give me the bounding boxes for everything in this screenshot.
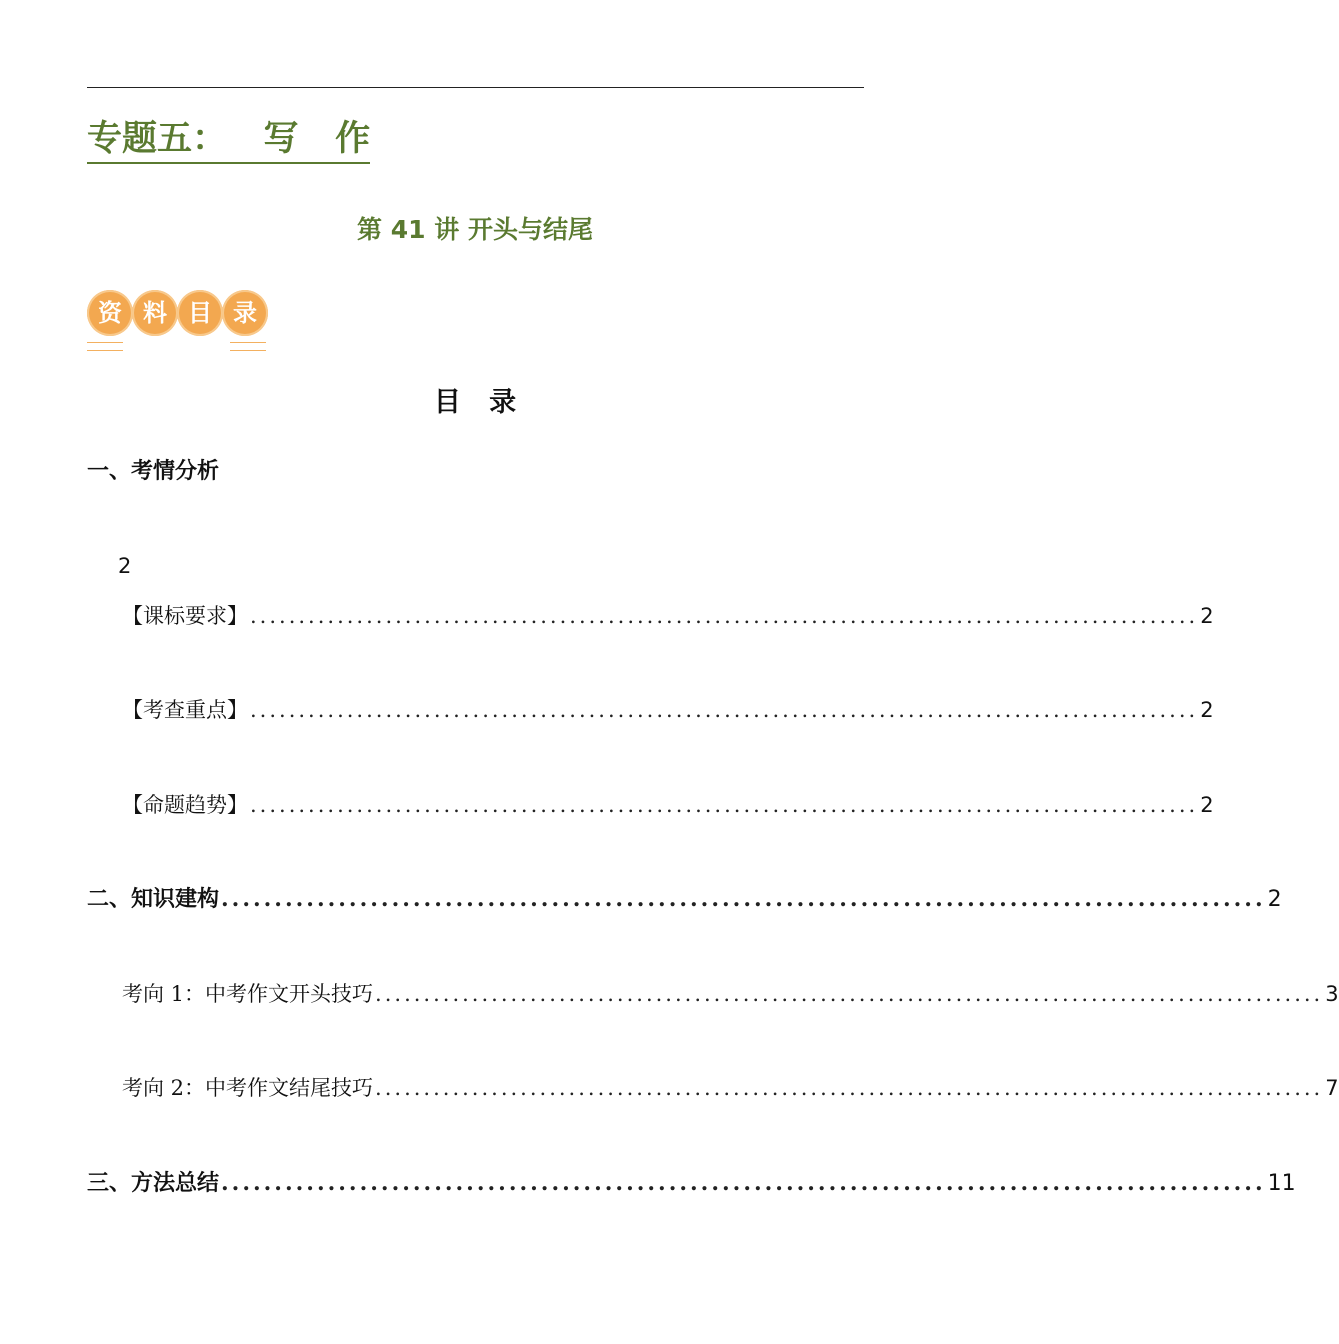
toc-page-number: 2 — [1200, 604, 1214, 628]
toc-leader-dots: .................................................................................................. — [221, 1170, 1266, 1196]
lecture-title: 第 41 讲 开头与结尾 — [357, 215, 593, 244]
toc-section-1-page: 2 — [118, 554, 132, 578]
toc-leader-dots: .................................................................................................. — [221, 886, 1266, 912]
badge-char: 录 — [222, 290, 268, 336]
toc-item-label: 【命题趋势】 — [122, 793, 248, 817]
toc-leader-dots: .................................................................................................. — [250, 698, 1199, 722]
toc-item-label: 【课标要求】 — [122, 604, 248, 628]
toc-page-number: 2 — [1267, 887, 1282, 912]
header-rule — [87, 87, 864, 88]
toc-item[interactable] — [122, 695, 1214, 725]
toc-item[interactable] — [122, 601, 1214, 631]
toc-leader-dots: .................................................................................................. — [375, 982, 1324, 1006]
topic-title: 专题五： 写 作 — [87, 118, 370, 164]
toc-item-label: 考向 1：中考作文开头技巧 — [122, 982, 374, 1006]
toc-page-number: 2 — [1200, 698, 1214, 722]
toc-page-number: 11 — [1267, 1171, 1296, 1196]
badge-underline-left — [87, 342, 123, 351]
toc-section-label: 二、知识建构 — [87, 886, 220, 912]
toc-section-3[interactable] — [87, 1168, 1296, 1199]
toc-leader-dots: .................................................................................................. — [375, 1076, 1324, 1100]
badge-char: 目 — [177, 290, 223, 336]
toc-section-1[interactable] — [87, 456, 864, 486]
toc-sub-item[interactable] — [122, 1073, 1339, 1103]
toc-page-number: 2 — [1200, 793, 1214, 817]
toc-item[interactable] — [122, 790, 1214, 820]
toc-section-label: 三、方法总结 — [87, 1170, 220, 1196]
badge-underline-right — [230, 342, 266, 351]
toc-page-number: 7 — [1325, 1076, 1339, 1100]
toc-heading: 目 录 — [433, 387, 517, 418]
toc-leader-dots: .................................................................................................. — [250, 793, 1199, 817]
toc-leader-dots: .................................................................................................. — [250, 604, 1199, 628]
toc-item-label: 考向 2：中考作文结尾技巧 — [122, 1076, 374, 1100]
badge-char: 料 — [132, 290, 178, 336]
badge-char: 资 — [87, 290, 133, 336]
toc-section-label: 一、考情分析 — [87, 458, 220, 484]
toc-sub-item[interactable] — [122, 979, 1339, 1009]
toc-item-label: 【考查重点】 — [122, 698, 248, 722]
toc-page-number: 3 — [1325, 982, 1339, 1006]
toc-section-2[interactable] — [87, 884, 1282, 915]
